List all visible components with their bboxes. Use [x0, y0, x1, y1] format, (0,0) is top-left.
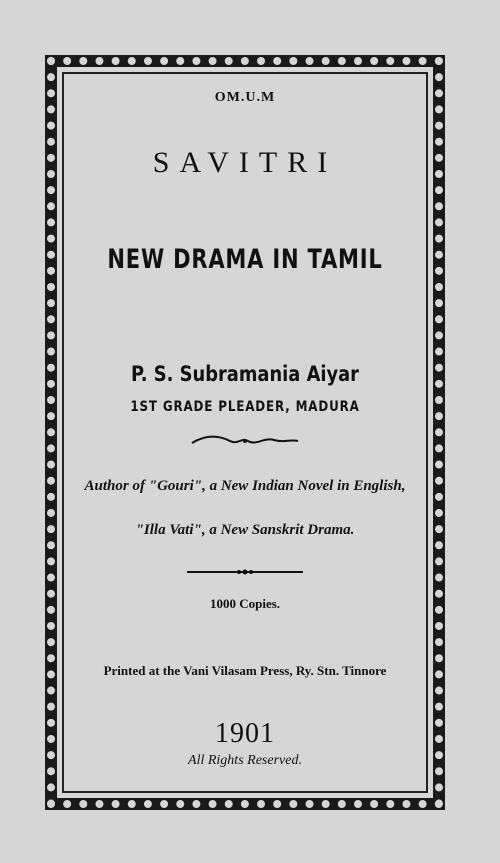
rights-notice: All Rights Reserved.	[188, 753, 302, 768]
copies-count: 1000 Copies.	[209, 596, 281, 611]
publication-year: 1901	[215, 718, 275, 749]
rule-divider-icon	[62, 562, 428, 582]
book-subtitle: NEW DRAMA IN TAMIL	[107, 244, 383, 275]
book-title: SAVITRI	[152, 146, 338, 179]
om-heading: OM.U.M	[214, 90, 276, 105]
printer-line: Printed at the Vani Vilasam Press, Ry. Stn. Tinnore	[103, 663, 387, 678]
byline-second: "Illa Vati", a New Sanskrit Drama.	[135, 522, 355, 538]
author-credential: 1ST GRADE PLEADER, MADURA	[130, 399, 360, 415]
byline-first: Author of "Gouri", a New Indian Novel in English,	[84, 478, 406, 494]
author-name: P. S. Subramania Aiyar	[130, 362, 359, 386]
flourish-divider-icon	[62, 431, 428, 451]
